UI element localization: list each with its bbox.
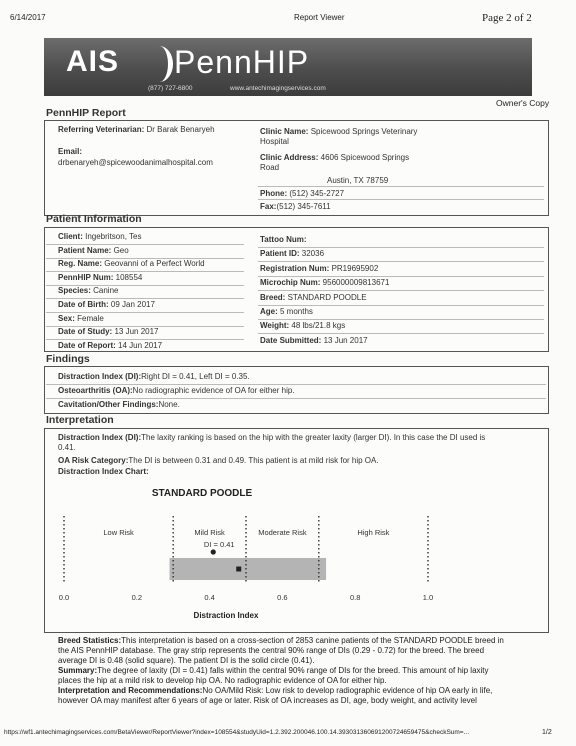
patient-field-value: Geo [111, 245, 129, 255]
viewer-title: Report Viewer [294, 13, 345, 22]
logo-ais: AIS [66, 45, 120, 78]
risk-zone-label: Mild Risk [194, 528, 225, 537]
section-title-patient: Patient Information [46, 213, 142, 225]
patient-field-value: STANDARD POODLE [285, 292, 367, 302]
patient-field [260, 321, 345, 331]
divider [46, 384, 546, 385]
clinic-phone: Phone: (512) 345-2727 [260, 189, 345, 198]
patient-field-value: 108554 [113, 272, 143, 282]
patient-field-label: Date of Report: [58, 340, 116, 350]
patient-field-value: Ingebritson, Tes [82, 232, 142, 241]
patient-field-value: 09 Jan 2017 [108, 300, 155, 309]
logo-pennhip: PennHIP [174, 44, 310, 80]
clinic-name: Clinic Name: Spicewood Springs Veterinary [260, 127, 418, 136]
patient-field [58, 300, 155, 310]
patient-field-label: Date of Study: [58, 327, 113, 337]
patient-field [58, 246, 129, 256]
risk-zone-label: Moderate Risk [258, 528, 307, 537]
banner-phone: (877) 727-6800 [148, 85, 193, 92]
patient-field-label: Patient Name: [58, 245, 112, 255]
divider [258, 333, 544, 334]
breed-line-1: Breed Statistics:This interpretation is based on a cross-section of 2853 canine patients of the STANDARD POODLE breed in [58, 636, 504, 645]
patient-field [260, 264, 378, 274]
patient-field [58, 259, 205, 269]
patient-field-label: Species: [58, 286, 91, 296]
recs-line-2: however OA may manifest after 6 years of age or later. Risk of OA increases as DI, age, body weight, and activity level [58, 696, 477, 705]
patient-field-label: Age: [260, 307, 278, 316]
patient-field-label: Registration Num: [260, 263, 330, 273]
clinic-city: Austin, TX 78759 [327, 176, 389, 185]
banner-website: www.antechimagingservices.com [230, 85, 326, 92]
patient-field [260, 249, 324, 259]
interp-di-line2: 0.41. [58, 443, 76, 452]
footer-page: 1/2 [542, 729, 552, 736]
interp-chart-label: Distraction Index Chart: [58, 467, 149, 476]
patient-field-value: 14 Jun 2017 [115, 340, 163, 350]
patient-field-value: 32036 [299, 249, 325, 259]
patient-field-value: 956000009813671 [320, 278, 390, 288]
patient-field-value: 13 Jun 2017 [321, 335, 368, 345]
patient-field-label: Tattoo Num: [260, 235, 307, 244]
email-label: Email: [58, 147, 83, 156]
patient-field-value: 5 months [277, 307, 313, 316]
breed-line-3: average DI is 0.48 (solid square). The patient DI is the solid circle (0.41). [58, 656, 315, 665]
x-tick-label: 0.8 [349, 593, 361, 602]
footer-url: https://wf1.antechimagingservices.com/BetaViewer/ReportViewer?index=108554&studyUid=1.2.392.200046.100.14.393031360691200724659475&checkSum=... [4, 729, 470, 736]
section-title-report: PennHIP Report [46, 107, 126, 119]
page-indicator: Page 2 of 2 [482, 12, 532, 24]
patient-field-value: PR19695902 [329, 263, 379, 273]
email-value: drbenaryeh@spicewoodanimalhospital.com [58, 158, 213, 167]
x-tick-label: 0.0 [58, 593, 70, 602]
breed-average-marker [236, 567, 241, 572]
distraction-index-chart [44, 478, 547, 628]
clinic-address-line2: Road [260, 163, 280, 172]
patient-field-label: Client: [58, 232, 83, 241]
divider [258, 186, 544, 187]
patient-field-label: PennHIP Num: [58, 272, 114, 282]
x-tick-label: 0.4 [204, 593, 215, 602]
divider [258, 199, 544, 200]
summary-line-1: Summary:The degree of laxity (DI = 0.41) falls within the central 90% range of DIs for the breed. This amount of hip laxity [58, 666, 489, 675]
divider [46, 398, 546, 399]
clinic-name-line2: Hospital [260, 137, 289, 146]
divider [258, 319, 544, 320]
patient-field-label: Date of Birth: [58, 300, 109, 309]
patient-field [260, 307, 313, 317]
patient-field-label: Breed: [260, 292, 286, 302]
patient-field-label: Patient ID: [260, 249, 300, 259]
patient-di-marker [211, 549, 216, 554]
patient-field [58, 273, 142, 283]
findings-oa: Osteoarthritis (OA):No radiographic evidence of OA for either hip. [58, 386, 295, 395]
patient-field-value: Geovanni of a Perfect World [102, 259, 205, 269]
breed-range-strip [170, 558, 327, 580]
clinic-fax: Fax:(512) 345-7611 [260, 202, 331, 211]
patient-di-label: DI = 0.41 [203, 540, 235, 549]
patient-field-value: 13 Jun 2017 [112, 327, 159, 337]
clinic-address: Clinic Address: 4606 Spicewood Springs [260, 153, 410, 162]
patient-field-label: Date Submitted: [260, 335, 322, 345]
patient-field [260, 293, 367, 303]
patient-field-value: Female [74, 313, 104, 323]
chart-title: STANDARD POODLE [151, 488, 253, 499]
section-title-findings: Findings [46, 353, 90, 365]
risk-zone-label: Low Risk [103, 528, 134, 537]
divider [258, 261, 544, 262]
print-date: 6/14/2017 [10, 13, 46, 22]
x-tick-label: 0.2 [131, 593, 143, 602]
patient-field [58, 232, 141, 242]
findings-di: Distraction Index (DI):Right DI = 0.41, Left DI = 0.35. [58, 372, 250, 381]
x-axis-label: Distraction Index [193, 611, 259, 620]
patient-field [58, 327, 159, 337]
patient-field [260, 336, 368, 346]
owners-copy-label: Owner's Copy [496, 98, 550, 108]
interp-di-line1: Distraction Index (DI):The laxity ranking is based on the hip with the greater laxity (larger DI). In this case the DI used is [58, 433, 486, 442]
patient-field-label: Microchip Num: [260, 278, 321, 288]
findings-cavitation: Cavitation/Other Findings:None. [58, 400, 180, 409]
summary-line-2: places the hip at a mild risk to develop hip OA. No radiographic evidence of OA for either hip. [58, 676, 387, 685]
patient-field-value: Canine [90, 286, 119, 296]
logo-divider-icon [146, 46, 173, 82]
section-title-interpretation: Interpretation [46, 414, 114, 426]
divider [258, 276, 544, 277]
risk-zone-label: High Risk [357, 528, 390, 537]
x-tick-label: 1.0 [422, 593, 434, 602]
divider [258, 290, 544, 291]
patient-field [260, 278, 389, 288]
patient-field-label: Reg. Name: [58, 259, 103, 269]
patient-field [260, 235, 307, 245]
patient-field-label: Sex: [58, 313, 75, 323]
interp-oa-risk: OA Risk Category:The DI is between 0.31 and 0.49. This patient is at mild risk for hip OA. [58, 456, 379, 465]
patient-field [58, 314, 104, 324]
breed-line-2: the AIS PennHIP database. The gray strip represents the central 90% range of DIs (0.29 - 0.72) for the breed. The breed [58, 646, 485, 655]
recs-line-1: Interpretation and Recommendations:No OA/Mild Risk: Low risk to develop radiographic evidence of hip OA early in life, [58, 686, 493, 695]
breed-statistics [58, 636, 548, 706]
patient-field [58, 341, 162, 351]
divider [258, 305, 544, 306]
divider [258, 247, 544, 248]
patient-field [58, 286, 118, 296]
x-tick-label: 0.6 [277, 593, 288, 602]
referring-vet: Referring Veterinarian: Dr Barak Benaryeh [58, 125, 215, 134]
patient-field-value: 48 lbs/21.8 kgs [289, 321, 346, 331]
patient-field-label: Weight: [260, 321, 290, 331]
